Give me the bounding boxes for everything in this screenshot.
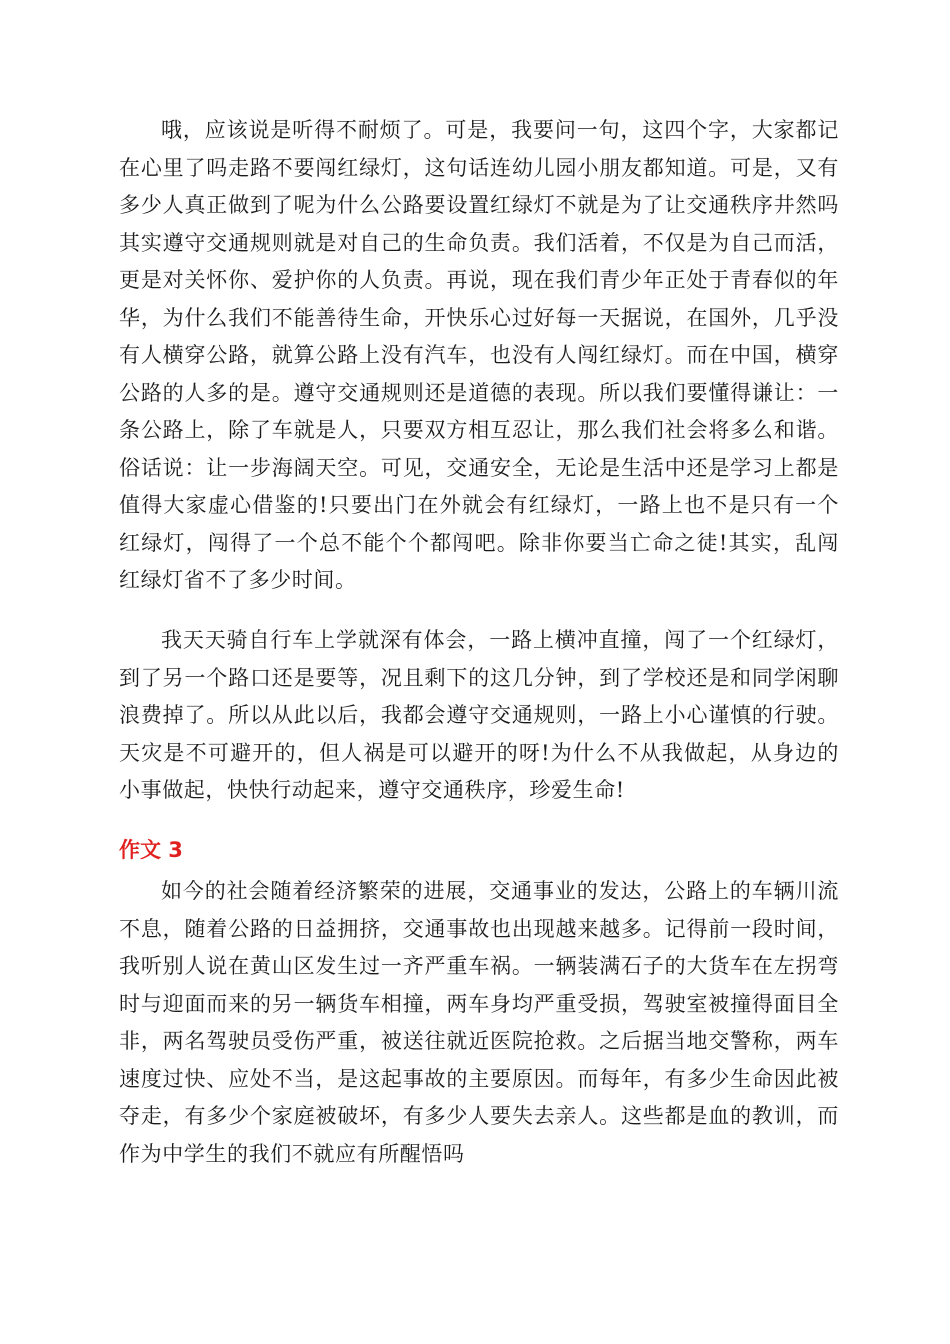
paragraph-1: 哦，应该说是听得不耐烦了。可是，我要问一句，这四个字，大家都记在心里了吗走路不要闯红绿灯，这句话连幼儿园小朋友都知道。可是，又有多少人真正做到了呢为什么公路要设置红绿灯不就是为了让交通秩序井然吗其实遵守交通规则就是对自己的生命负责。我们活着，不仅是为自己而活，更是对关怀你、爱护你的人负责。再说，现在我们青少年正处于青春似的年华，为什么我们不能善待生命，开快乐心过好每一天据说，在国外，几乎没有人横穿公路，就算公路上没有汽车，也没有人闯红绿灯。而在中国，横穿公路的人多的是。遵守交通规则还是道德的表现。所以我们要懂得谦让：一条公路上，除了车就是人，只要双方相互忍让，那么我们社会将多么和谐。俗话说：让一步海阔天空。可见，交通安全，无论是生活中还是学习上都是值得大家虚心借鉴的!只要出门在外就会有红绿灯，一路上也不是只有一个红绿灯，闯得了一个总不能个个都闯吧。除非你要当亡命之徒!其实，乱闯红绿灯省不了多少时间。 [119, 118, 839, 592]
paragraph-2: 我天天骑自行车上学就深有体会，一路上横冲直撞，闯了一个红绿灯，到了另一个路口还是要等，况且剩下的这几分钟，到了学校还是和同学闲聊浪费掉了。所以从此以后，我都会遵守交通规则，一路上小心谨慎的行驶。天灾是不可避开的，但人祸是可以避开的呀!为什么不从我做起，从身边的小事做起，快快行动起来，遵守交通秩序，珍爱生命! [119, 628, 839, 802]
essay-heading: 作文 3 [119, 838, 183, 862]
paragraph-3: 如今的社会随着经济繁荣的进展，交通事业的发达，公路上的车辆川流不息，随着公路的日益拥挤，交通事故也出现越来越多。记得前一段时间，我听别人说在黄山区发生过一齐严重车祸。一辆装满石子的大货车在左拐弯时与迎面而来的另一辆货车相撞，两车身均严重受损，驾驶室被撞得面目全非，两名驾驶员受伤严重，被送往就近医院抢救。之后据当地交警称，两车速度过快、应处不当，是这起事故的主要原因。而每年，有多少生命因此被夺走，有多少个家庭被破坏，有多少人要失去亲人。这些都是血的教训，而作为中学生的我们不就应有所醒悟吗 [119, 879, 839, 1166]
